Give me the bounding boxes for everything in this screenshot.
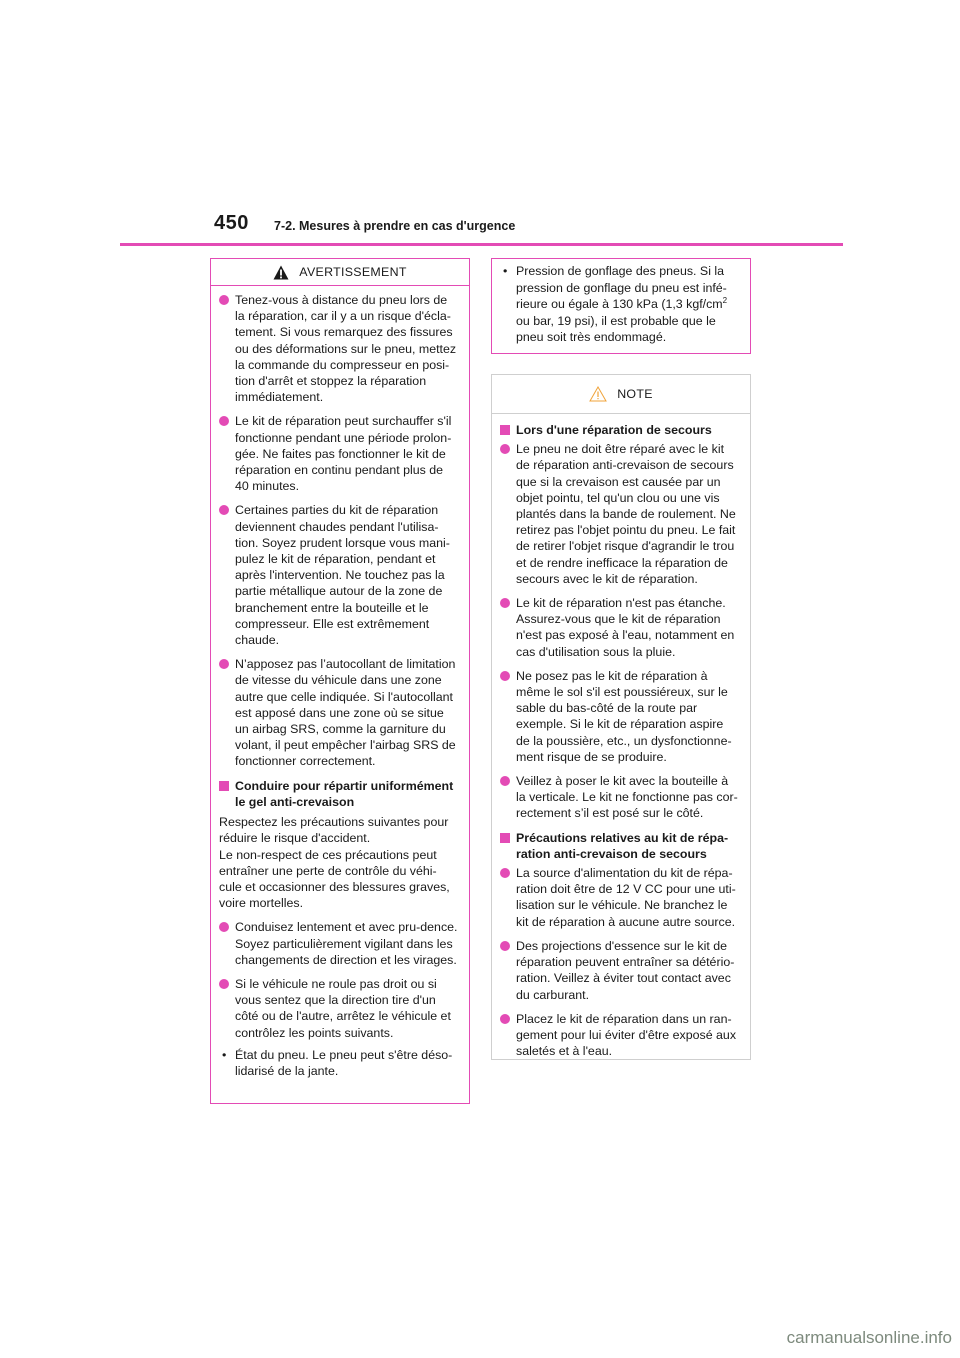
bullet-icon — [219, 659, 229, 669]
list-item-text: La source d'alimentation du kit de répa-ration doit être de 12 V CC pour une uti-lisation sur le véhicule. Ne branchez le kit de réparation à aucune autre source. — [516, 866, 736, 929]
list-item — [500, 865, 740, 930]
sub-heading-text: Conduire pour répartir uniformément le gel anti-crevaison — [235, 778, 454, 809]
paragraph: Respectez les précautions suivantes pour réduire le risque d'accident. — [219, 815, 449, 846]
square-bullet-icon — [219, 781, 229, 791]
note-box — [491, 374, 751, 1060]
list-item-text: Ne posez pas le kit de réparation à même le sol s'il est poussiéreux, sur le sable du bas-côté de la route par exemple. Si le kit de réparation aspire de la poussière, etc., un dysfonctionne-ment risque de se produire. — [516, 668, 732, 764]
square-bullet-icon — [500, 833, 510, 843]
list-item — [500, 441, 740, 587]
caution-triangle-icon — [589, 386, 607, 402]
bullet-icon — [500, 776, 510, 786]
warning-continuation-box — [491, 258, 751, 354]
list-item — [500, 1011, 740, 1060]
bullet-icon — [219, 295, 229, 305]
square-bullet-icon — [500, 425, 510, 435]
list-item-text: Le kit de réparation n'est pas étanche. Assurez-vous que le kit de réparation n'est pas exposé à l'eau, notamment en cas d'utilisation sous la pluie. — [516, 596, 735, 659]
dash-item — [219, 1047, 459, 1079]
list-item — [219, 919, 459, 968]
list-item-text: Veillez à poser le kit avec la bouteille à la verticale. Le kit ne fonctionne pas cor-rectement s’il est posé sur le côté. — [516, 774, 738, 821]
warning-box-header — [211, 259, 469, 286]
page-number: 450 — [214, 212, 249, 234]
list-item-text: Tenez-vous à distance du pneu lors de la réparation, car il y a un risque d'écla-tement. Si vous remarquez des fissures ou des déformations sur le pneu, mettez la commande du compresseur en posi-tion d'arrêt et stoppez la réparation immédiatement. — [235, 293, 457, 405]
bullet-icon — [219, 979, 229, 989]
section-title: 7-2. Mesures à prendre en cas d'urgence — [274, 219, 516, 233]
list-item-text: Certaines parties du kit de réparation deviennent chaudes pendant l'utilisa-tion. Soyez prudent lorsque vous mani-pulez le kit de réparation, pendant et après l'intervention. Ne touchez pas la partie métallique autour de la zone de branchement entre la bouteille et le compresseur. Elle est extrêmement chaude. — [235, 503, 450, 648]
list-item-text: N’apposez pas l’autocollant de limitation de vitesse du véhicule dans une zone autre que celle indiquée. Si l'autocollant est apposé dans une zone où se situe un airbag SRS, comme la garniture du volant, il peut empêcher l'airbag SRS de fonctionner correctement. — [235, 657, 456, 769]
header-rule — [120, 243, 843, 246]
list-item — [219, 976, 459, 1041]
list-item — [500, 668, 740, 765]
sub-heading-text: Lors d'une réparation de secours — [516, 423, 712, 437]
note-box-header — [492, 375, 750, 414]
list-item — [500, 938, 740, 1003]
note-title: NOTE — [617, 386, 653, 401]
watermark: carmanualsonline.info — [786, 1328, 952, 1347]
list-item — [500, 773, 740, 822]
warning-title: AVERTISSEMENT — [299, 264, 407, 279]
dash-bullet-icon: • — [222, 1047, 227, 1062]
dash-bullet-icon: • — [503, 264, 508, 278]
bullet-icon — [500, 444, 510, 454]
sub-heading — [500, 422, 740, 438]
dash-item-text: Pression de gonflage des pneus. Si la pression de gonflage du pneu est infé-rieure ou égale à 130 kPa (1,3 kgf/cm — [516, 264, 727, 311]
bullet-icon — [500, 941, 510, 951]
bullet-icon — [500, 1014, 510, 1024]
bullet-icon — [219, 922, 229, 932]
sub-heading — [219, 778, 459, 810]
bullet-icon — [500, 671, 510, 681]
dash-item-text: État du pneu. Le pneu peut s'être déso-lidarisé de la jante. — [235, 1047, 453, 1078]
list-item — [500, 595, 740, 660]
sub-heading — [500, 830, 740, 862]
list-item — [219, 413, 459, 494]
list-item — [219, 656, 459, 769]
list-item-text: Placez le kit de réparation dans un ran-gement pour lui éviter d'être exposé aux saletés et à l'eau. — [516, 1011, 737, 1059]
sub-heading-text: Précautions relatives au kit de répa-ration anti-crevaison de secours — [516, 830, 729, 861]
bullet-icon — [500, 868, 510, 878]
list-item — [219, 292, 459, 405]
list-item-text: Si le véhicule ne roule pas droit ou si vous sentez que la direction tire d'un côté ou de l'autre, arrêtez le véhicule et contrôlez les points suivants. — [235, 976, 451, 1040]
list-item-text: Conduisez lentement et avec pru-dence. Soyez particulièrement vigilant dans les changements de direction et les virages. — [235, 920, 458, 967]
list-item-text: Le pneu ne doit être réparé avec le kit de réparation anti-crevaison de secours que si la crevaison est causée par un objet pointu, tel qu'un clou ou une vis plantés dans la bande de roulement. Ne retirez pas l'objet pointu du pneu. Le fait de retirer l'objet risque d'agrandir le trou et de rendre inefficace la réparation de secours avec le kit de réparation. — [516, 442, 736, 586]
bullet-icon — [219, 505, 229, 515]
bullet-icon — [219, 416, 229, 426]
paragraph: Le non-respect de ces précautions peut entraîner une perte de contrôle du véhi-cule et occasionner des blessures graves, voire mortelles. — [219, 847, 450, 911]
list-item — [219, 502, 459, 648]
list-item-text: Le kit de réparation peut surchauffer s'il fonctionne pendant une période prolon-gée. Ne faites pas fonctionner le kit de réparation en continu pendant plus de 40 minutes. — [235, 414, 452, 494]
dash-item-text: ou bar, 19 psi), il est probable que le pneu soit très endommagé. — [516, 313, 716, 344]
warning-triangle-icon — [273, 265, 289, 280]
list-item-text: Des projections d'essence sur le kit de réparation peuvent entraîner sa détério-ration. Veillez à éviter tout contact avec du carburant. — [516, 938, 735, 1002]
superscript: 2 — [722, 295, 728, 305]
warning-box — [210, 258, 470, 1104]
dash-item — [500, 263, 740, 346]
bullet-icon — [500, 598, 510, 608]
